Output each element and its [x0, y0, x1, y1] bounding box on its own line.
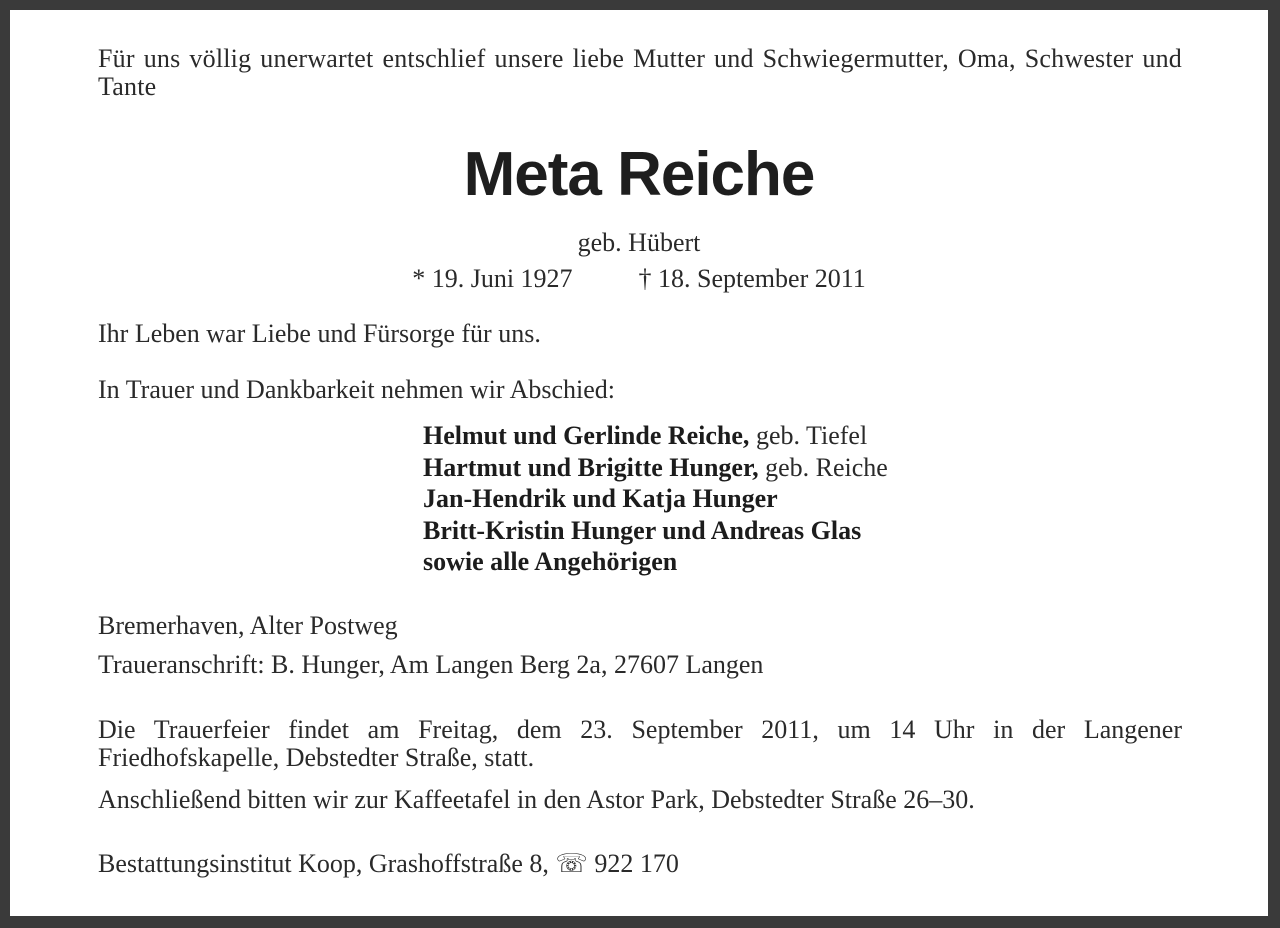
mourner-names: sowie alle Angehörigen: [423, 547, 678, 576]
birth-date: * 19. Juni 1927: [412, 264, 573, 293]
mourner-line: [423, 546, 888, 578]
mourner-line: [423, 420, 888, 452]
obituary-notice: [10, 10, 1268, 916]
maiden-name: geb. Hübert: [577, 228, 701, 257]
mourner-names: Hartmut und Brigitte Hunger,: [423, 452, 759, 482]
farewell-text: In Trauer und Dankbarkeit nehmen wir Abschied:: [98, 375, 616, 404]
funeral-service-info: Die Trauerfeier findet am Freitag, dem 23. September 2011, um 14 Uhr in der Langener Friedhofskapelle, Debstedter Straße, statt.: [98, 715, 1182, 772]
mourner-line: [423, 515, 888, 547]
mourner-note: geb. Tiefel: [749, 421, 868, 450]
intro-text: Für uns völlig unerwartet entschlief unsere liebe Mutter und Schwiegermutter, Oma, Schwester und Tante: [98, 44, 1182, 101]
tribute-text: Ihr Leben war Liebe und Fürsorge für uns.: [98, 319, 541, 348]
mourner-names: Helmut und Gerlinde Reiche,: [423, 421, 750, 450]
death-date: † 18. September 2011: [638, 264, 866, 293]
mourner-note: geb. Reiche: [758, 452, 888, 482]
life-dates: [10, 264, 1268, 294]
mourning-address: Traueranschrift: B. Hunger, Am Langen Berg 2a, 27607 Langen: [98, 650, 764, 679]
mourner-names: Jan-Hendrik und Katja Hunger: [423, 484, 778, 513]
reception-info: Anschließend bitten wir zur Kaffeetafel in den Astor Park, Debstedter Straße 26–30.: [98, 785, 975, 814]
mourner-names: Britt-Kristin Hunger und Andreas Glas: [423, 515, 862, 545]
funeral-home-info: Bestattungsinstitut Koop, Grashoffstraße 8, ☏ 922 170: [98, 849, 679, 878]
mourner-line: [423, 452, 888, 484]
location-text: Bremerhaven, Alter Postweg: [98, 611, 398, 640]
deceased-name: Meta Reiche: [463, 140, 815, 209]
mourner-line: [423, 483, 888, 515]
mourners-list: [423, 420, 888, 578]
